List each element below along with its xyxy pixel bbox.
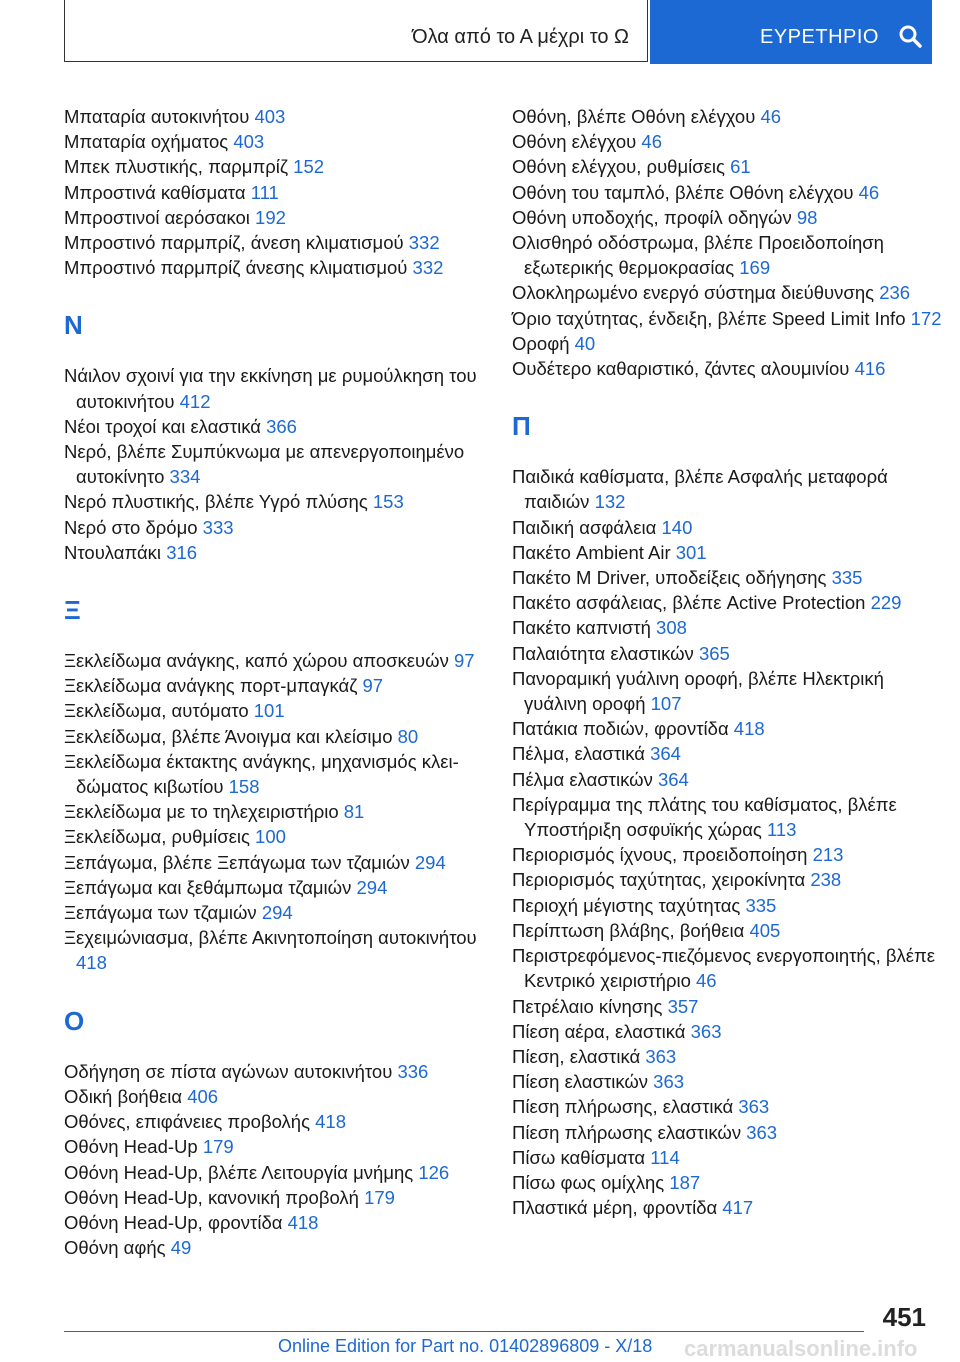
page-reference-link[interactable]: 365 [698,642,730,664]
index-entry [64,414,504,439]
index-entry [512,1044,942,1069]
index-entry-text: Ξεκλείδωμα, ρυθμίσεις [64,826,256,848]
index-entry-text: Ουδέτερο καθαριστικό, ζάντες αλουμινίου [512,358,855,380]
watermark: carmanualsonline.info [684,1336,918,1361]
index-entry-text: Ξεκλείδωμα, βλέπε Άνοιγμα και κλείσιμο [64,725,398,747]
page-reference-link[interactable]: 294 [414,851,446,873]
page-reference-link[interactable]: 412 [179,390,211,412]
page-reference-link[interactable]: 192 [255,206,286,228]
index-entry [512,1094,942,1119]
page-reference-link[interactable]: 336 [397,1060,429,1082]
index-entry-text: Ντουλαπάκι [64,541,167,563]
index-entry-text: Νέοι τροχοί και ελαστικά [64,415,267,437]
index-entry [64,1109,504,1134]
index-entry-text: Πετρέλαιο κίνησης [512,995,668,1017]
index-entry-text: Όριο ταχύτητας, ένδειξη, βλέπε Speed Limit Info [512,307,911,329]
index-column-right [512,104,942,1220]
index-entry-text: Ολοκληρωμένο ενεργό σύστημα διεύθυνσης [512,282,880,304]
page-reference-link[interactable]: 363 [653,1071,685,1093]
index-entry [64,439,504,489]
search-icon[interactable] [898,24,922,48]
index-entry-text: Ξεκλείδωμα, αυτόματο [64,700,254,722]
page-reference-link[interactable]: 363 [690,1020,722,1042]
index-entry [512,565,942,590]
page-reference-link[interactable]: 152 [293,156,325,178]
index-letter-heading: Ο [64,1005,85,1036]
index-entry [512,180,942,205]
page-reference-link[interactable]: 80 [397,725,419,747]
index-entry-text: Πίεση πλήρωσης ελαστικών [512,1121,747,1143]
page-reference-link[interactable]: 364 [650,743,681,765]
page-reference-link[interactable]: 416 [854,358,886,380]
page-reference-link[interactable]: 111 [250,181,279,203]
index-entry [64,1059,504,1084]
page-reference-link[interactable]: 294 [261,902,293,924]
index-entry-text: Οδική βοήθεια [64,1085,188,1107]
page-reference-link[interactable]: 229 [870,592,902,614]
index-entry [512,666,942,716]
header [64,0,932,64]
index-entry [512,306,942,331]
page-reference-link[interactable]: 179 [202,1136,234,1158]
index-entry [512,280,942,305]
index-entry [512,994,942,1019]
index-entry-text: Μπροστινά καθίσματα [64,181,251,203]
page-reference-link[interactable]: 213 [812,844,844,866]
index-entry-text: Περιορισμός ταχύτητας, χειροκίνητα [512,869,811,891]
index-entry-text: Περίπτωση βλάβης, βοήθεια [512,919,750,941]
page-reference-link[interactable]: 418 [733,718,765,740]
page-reference-link[interactable]: 308 [656,617,687,639]
index-entry-text: Οθόνη υποδοχής, προφίλ οδηγών [512,206,797,228]
index-entry [512,716,942,741]
index-entry-text: Μπροστινό παρμπρίζ άνεσης κλιματισμού [64,257,413,279]
page-reference-link[interactable]: 294 [356,876,388,898]
index-column-left [64,104,504,1260]
index-entry [64,255,504,280]
index-entry-text: Παιδική ασφάλεια [512,516,662,538]
index-entry-text: Μπροστινοί αερόσακοι [64,206,256,228]
index-entry-text: Πίσω φως ομίχλης [512,1171,670,1193]
index-entry-text: Παλαιότητα ελαστικών [512,642,699,664]
page-reference-link[interactable]: 335 [831,567,863,589]
page-reference-link[interactable]: 132 [594,491,626,513]
index-entry [512,590,942,615]
page-reference-link[interactable]: 403 [233,131,265,153]
index-entry [64,724,504,749]
index-entry [512,842,942,867]
index-entry-text: Οθόνη αφής [64,1237,171,1259]
index-entry-text: Περίγραμμα της πλάτης του καθίσματος, βλέπε Υποστήριξη οσφυϊκής χώρας [512,793,897,841]
index-entry-text: Μπαταρία οχήματος [64,131,234,153]
index-entry-text: Πίεση, ελαστικά [512,1045,646,1067]
index-entry-text: Πακέτο ασφάλειας, βλέπε Active Protection [512,592,871,614]
index-entry [512,1019,942,1044]
page-reference-link[interactable]: 238 [810,869,842,891]
index-entry [512,741,942,766]
page-reference-link[interactable]: 46 [641,131,662,153]
page-reference-link[interactable]: 418 [315,1111,347,1133]
page-reference-link[interactable]: 333 [202,516,234,538]
index-entry [512,767,942,792]
tab-a-to-z-label: Όλα από το Α μέχρι το Ω [412,26,629,48]
index-entry [512,104,942,129]
page-reference-link[interactable]: 332 [412,257,444,279]
page-reference-link[interactable]: 187 [669,1171,701,1193]
page-reference-link[interactable]: 403 [254,106,286,127]
index-entry [64,925,504,975]
index-entry [512,792,942,842]
index-entry [64,799,504,824]
index-entry-text: Πίεση πλήρωσης, ελαστικά [512,1096,739,1118]
index-entry-text: Οθόνη Head-Up, βλέπε Λειτουργία μνήμης [64,1161,419,1183]
page-reference-link[interactable]: 140 [661,516,693,538]
page-reference-link[interactable]: 236 [879,282,911,304]
index-entry-text: Οθόνη του ταμπλό, βλέπε Οθόνη ελέγχου [512,181,859,203]
page-reference-link[interactable]: 366 [266,415,297,437]
index-entry [512,356,942,381]
tab-index[interactable] [650,0,932,64]
index-entry [64,673,504,698]
index-entry-text: Ξεκλείδωμα ανάγκης πορτ-μπαγκάζ [64,675,363,697]
index-entry [64,205,504,230]
index-entry-text: Πίεση αέρα, ελαστικά [512,1020,691,1042]
index-entry-text: Πακέτο καπνιστή [512,617,657,639]
index-entry [512,918,942,943]
index-letter-heading: Ξ [64,595,81,626]
index-entry-text: Παιδικά καθίσματα, βλέπε Ασφαλής μεταφορά παιδιών [512,466,888,513]
index-entry-text: Πλαστικά μέρη, φροντίδα [512,1197,723,1219]
index-letter-heading: Π [512,411,531,442]
index-entry-text: Νερό στο δρόμο [64,516,203,538]
page-reference-link[interactable]: 126 [418,1161,450,1183]
index-entry-text: Πακέτο Ambient Air [512,541,676,563]
index-entry-text: Οθόνη Head-Up [64,1136,203,1158]
footer-divider [64,1331,864,1332]
page-reference-link[interactable]: 405 [749,919,781,941]
index-entry [512,641,942,666]
index-entry-text: Περιοχή μέγιστης ταχύτητας [512,894,746,916]
index-entry-text: Ξεχειμώνιασμα, βλέπε Ακινητοποίηση αυτοκινήτου [64,927,477,949]
index-entry [64,230,504,255]
index-entry-text: Ξεπάγωμα, βλέπε Ξεπάγωμα των τζαμιών [64,851,415,873]
index-entry [64,1134,504,1159]
index-entry-text: Ξεκλείδωμα έκτακτης ανάγκης, μηχανισμός κλειδώματος κιβωτίου [64,750,459,798]
index-entry-text: Μπεκ πλυστικής, παρμπρίζ [64,156,294,178]
index-entry-text: Οθόνη ελέγχου [512,131,642,153]
index-entry-text: Οθόνη ελέγχου, ρυθμίσεις [512,156,731,178]
index-entry [512,540,942,565]
index-entry-text: Νάιλον σχοινί για την εκκίνηση με ρυμούλκηση του αυτοκινήτου [64,365,477,412]
index-entry-text: Περιστρεφόμενος-πιεζόμενος ενεργοποιητής, βλέπε Κεντρικό χειριστήριο [512,945,936,992]
index-entry-text: Νερό πλυστικής, βλέπε Υγρό πλύσης [64,491,373,513]
index-entry-text: Οθόνες, επιφάνειες προβολής [64,1111,316,1133]
page-reference-link[interactable]: 334 [169,466,201,488]
page-reference-link[interactable]: 335 [745,894,777,916]
index-entry-text: Ξεκλείδωμα με το τηλεχειριστήριο [64,801,344,823]
page-reference-link[interactable]: 97 [362,675,384,697]
index-entry [64,875,504,900]
index-entry-text: Οροφή [512,332,575,354]
index-entry [512,615,942,640]
page-reference-link[interactable]: 418 [76,952,107,974]
tab-index-label: ΕΥΡΕΤΗΡΙΟ [760,26,879,48]
index-entry [64,180,504,205]
page-reference-link[interactable]: 363 [738,1096,770,1118]
footer-edition: Online Edition for Part no. 01402896809 - X/18 [278,1336,653,1356]
index-entry [512,129,942,154]
index-entry [64,1185,504,1210]
index-entry-text: Ξεπάγωμα των τζαμιών [64,902,262,924]
index-entry [512,154,942,179]
page-reference-link[interactable]: 40 [574,332,596,354]
index-entry-text: Πίσω καθίσματα [512,1146,651,1168]
index-entry [64,154,504,179]
index-entry-text: Πέλμα ελαστικών [512,768,658,790]
index-entry-text: Οθόνη Head-Up, φροντίδα [64,1211,288,1233]
page-reference-link[interactable]: 153 [372,491,404,513]
index-entry [64,824,504,849]
index-entry [512,1170,942,1195]
page-reference-link[interactable]: 364 [657,768,689,790]
page-reference-link[interactable]: 49 [170,1237,192,1259]
page-reference-link[interactable]: 363 [645,1045,677,1067]
index-entry [64,1235,504,1260]
page-reference-link[interactable]: 114 [650,1146,680,1168]
index-entry-text: Ξεπάγωμα και ξεθάμπωμα τζαμιών [64,876,357,898]
index-entry-text: Πακέτο M Driver, υποδείξεις οδήγησης [512,567,832,589]
page-reference-link[interactable]: 417 [722,1197,754,1219]
index-entry [64,515,504,540]
page-reference-link[interactable]: 169 [739,257,771,279]
index-entry [64,363,504,413]
tab-a-to-z[interactable] [64,0,648,62]
index-entry-text: Οθόνη Head-Up, κανονική προβολή [64,1186,365,1208]
page-reference-link[interactable]: 406 [187,1085,219,1107]
index-letter-heading: Ν [64,310,83,341]
index-entry [512,1195,942,1220]
page-reference-link[interactable]: 46 [858,181,880,203]
index-entry-text: Πανοραμική γυάλινη οροφή, βλέπε Ηλεκτρική γυάλινη οροφή [512,667,884,715]
page-reference-link[interactable]: 98 [796,206,818,228]
page-reference-link[interactable]: 158 [228,776,260,798]
index-entry-text: Νερό, βλέπε Συμπύκνωμα με απενεργοποιημένο αυτοκίνητο [64,441,465,488]
index-entry [512,1069,942,1094]
page-reference-link[interactable]: 100 [255,826,286,848]
page-reference-link[interactable]: 301 [675,541,707,563]
index-entry [64,129,504,154]
index-entry-text: Ξεκλείδωμα ανάγκης, καπό χώρου αποσκευών [64,650,454,672]
page-number: 451 [882,1302,926,1332]
page-reference-link[interactable]: 81 [343,801,365,823]
index-entry [64,489,504,514]
index-entry [64,698,504,723]
page-reference-link[interactable]: 363 [746,1121,778,1143]
page-reference-link[interactable]: 46 [696,970,717,992]
index-entry [64,1210,504,1235]
index-entry [512,943,942,993]
index-entry [64,540,504,565]
index-entry-text: Οδήγηση σε πίστα αγώνων αυτοκινήτου [64,1060,398,1082]
page-reference-link[interactable]: 101 [253,700,285,722]
index-entry [512,331,942,356]
index-entry [512,1120,942,1145]
index-entry-text: Μπροστινό παρμπρίζ, άνεση κλιματισμού [64,232,409,254]
index-entry [64,1084,504,1109]
page-reference-link[interactable]: 172 [910,307,942,329]
index-entry [512,893,942,918]
index-entry-text: Πίεση ελαστικών [512,1071,654,1093]
page-reference-link[interactable]: 418 [287,1211,319,1233]
index-entry-text: Οθόνη, βλέπε Οθόνη ελέγχου [512,106,761,127]
page-reference-link[interactable]: 179 [364,1186,395,1208]
page-reference-link[interactable]: 97 [453,650,475,672]
index-entry-text: Μπαταρία αυτοκινήτου [64,106,255,127]
index-entry-text: Πέλμα, ελαστικά [512,743,651,765]
index-entry [64,850,504,875]
index-entry [64,648,504,673]
page-reference-link[interactable]: 113 [766,819,797,841]
index-entry [512,867,942,892]
index-entry [64,104,504,129]
page-reference-link[interactable]: 107 [650,693,682,715]
page-reference-link[interactable]: 357 [667,995,699,1017]
index-entry [512,205,942,230]
index-entry-text: Πατάκια ποδιών, φροντίδα [512,718,734,740]
index-entry [512,515,942,540]
index-entry [64,749,504,799]
page-reference-link[interactable]: 316 [166,541,198,563]
page-reference-link[interactable]: 332 [408,232,440,254]
index-entry-text: Ολισθηρό οδόστρωμα, βλέπε Προειδοποίηση εξωτερικής θερμοκρασίας [512,232,884,279]
page-reference-link[interactable]: 61 [730,156,751,178]
index-entry [512,1145,942,1170]
index-entry [512,230,942,280]
page-reference-link[interactable]: 46 [760,106,782,127]
index-entry-text: Περιορισμός ίχνους, προειδοποίηση [512,844,813,866]
index-entry [512,464,942,514]
index-entry [64,1160,504,1185]
index-entry [64,900,504,925]
